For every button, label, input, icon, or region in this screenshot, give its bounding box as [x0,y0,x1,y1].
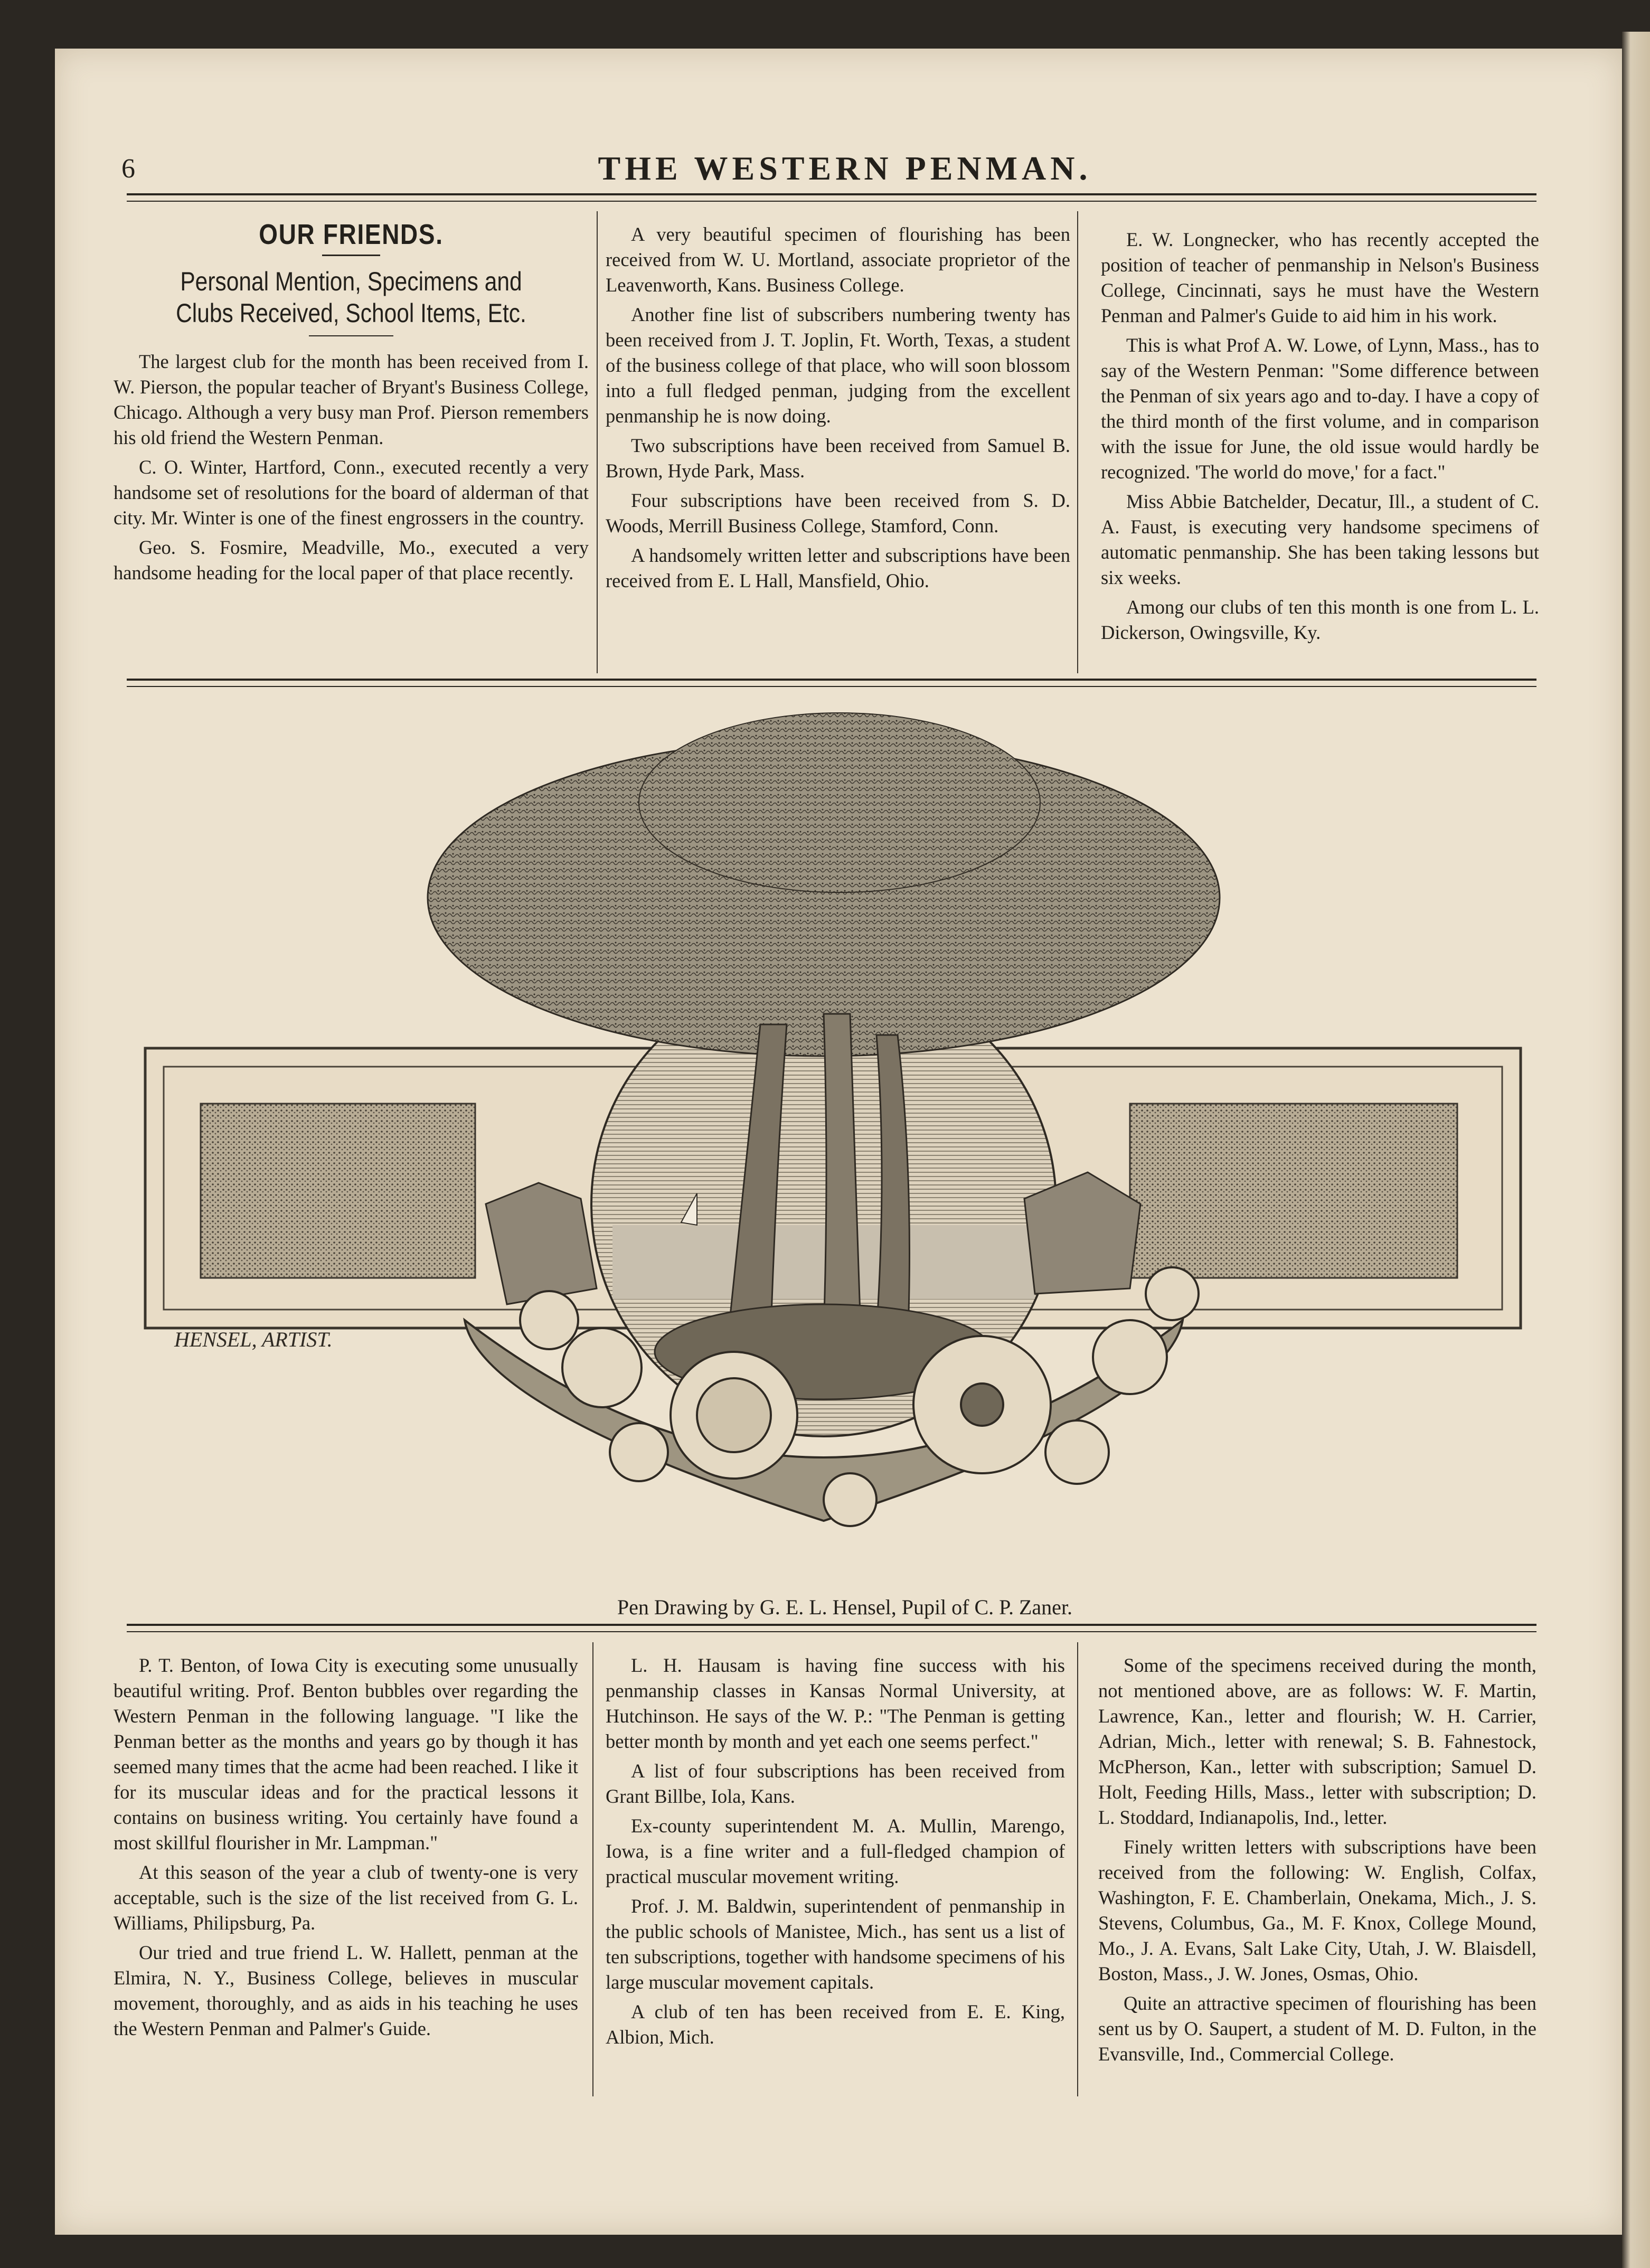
page-number: 6 [121,154,135,184]
top-col3-paragraphs [1101,227,1539,645]
bottom-section-rule-thick [127,1624,1536,1626]
top-section-rule-thin [127,686,1536,687]
top-column-divider-2 [1077,211,1078,673]
illustration-caption: Pen Drawing by G. E. L. Hensel, Pupil of C. P. Zaner. [617,1595,1073,1619]
paragraph: This is what Prof A. W. Lowe, of Lynn, Mass., has to say of the Western Penman: "Some difference between the Penman of six years ago and to-day. I have a copy of the third month of the first volume, and in comparison with the issue for June, the old issue would hardly be recognized. 'The world do move,' for a fact." [1101,334,1539,483]
top-col2-paragraphs [606,222,1070,594]
top-column-1 [114,211,589,590]
top-col1-paragraphs [114,349,589,586]
section-heading: OUR FRIENDS. [259,219,444,250]
paragraph: P. T. Benton, of Iowa City is executing some unusually beautiful writing. Prof. Benton bubbles over regarding the Western Penman in the following language. "I like the Penman better as the months and years go by though it has seemed many times that the acme had been reached. I like it for its muscular ideas and for the practical lessons it contains on business writing. You certainly have found a most skillful flourisher in Mr. Lampman." [114,1654,578,1853]
section-subheading: Personal Mention, Specimens and Clubs Received, School Items, Etc. [176,267,526,328]
top-column-divider-1 [597,211,598,673]
bottom-column-1 [114,1653,578,2046]
sea [612,1225,1035,1299]
top-column-2 [606,222,1070,598]
paragraph: C. O. Winter, Hartford, Conn., executed recently a very handsome set of resolutions for the board of alderman of that city. Mr. Winter is one of the finest engrossers in the country. [114,456,589,529]
paragraph: A very beautiful specimen of flourishing has been received from W. U. Mortland, associate proprietor of the Leavenworth, Kans. Business College. [606,223,1070,296]
stipple-right [1130,1104,1457,1278]
masthead-rule-thin [127,201,1536,202]
rock-left [486,1183,597,1304]
paragraph: A club of ten has been received from E. E. King, Albion, Mich. [606,2001,1065,2048]
paragraph: L. H. Hausam is having fine success with his penmanship classes in Kansas Normal University, at Hutchinson. He says of the W. P.: "The Penman is getting better month by month and yet each one seems perfect." [606,1654,1065,1752]
heading-dash [322,255,380,256]
bottom-col2-paragraphs [606,1653,1065,2050]
masthead-title: THE WESTERN PENMAN. [598,149,1092,187]
bottom-column-divider-1 [592,1642,593,2096]
bottom-col3-paragraphs [1098,1653,1536,2067]
subheading-dash [309,335,393,336]
bottom-col1-paragraphs [114,1653,578,2041]
paragraph: Quite an attractive specimen of flourishing has been sent us by O. Saupert, a student of M. D. Fulton, in the Evansville, Ind., Commercial College. [1098,1992,1536,2065]
pen-drawing-illustration [137,697,1536,1595]
bottom-column-3 [1098,1653,1536,2071]
paragraph: Ex-county superintendent M. A. Mullin, Marengo, Iowa, is a fine writer and a full-fledged champion of practical muscular movement writing. [606,1815,1065,1887]
bottom-section-rule-thin [127,1631,1536,1632]
paragraph: At this season of the year a club of twenty-one is very acceptable, such is the size of the list received from G. L. Williams, Philipsburg, Pa. [114,1861,578,1934]
paragraph: Our tried and true friend L. W. Hallett, penman at the Elmira, N. Y., Business College, believes in muscular movement, thoroughly, and as aids in his teaching he uses the Western Penman and Palmer's Guide. [114,1942,578,2039]
masthead-rule-thick [127,193,1536,195]
bottom-column-divider-2 [1077,1642,1078,2096]
top-section-rule-thick [127,679,1536,681]
top-column-3 [1101,227,1539,650]
artist-signature: HENSEL, ARTIST. [174,1328,333,1351]
paragraph: Another fine list of subscribers numbering twenty has been received from J. T. Joplin, Ft. Worth, Texas, a student of the business college of that place, who will soon blossom into a full fledged penman, judging from the excellent penmanship he is now doing. [606,304,1070,427]
paragraph: E. W. Longnecker, who has recently accepted the position of teacher of penmanship in Nelson's Business College, Cincinnati, says he must have the Western Penman and Palmer's Guide to aid him in his work. [1101,229,1539,326]
paragraph: Four subscriptions have been received from S. D. Woods, Merrill Business College, Stamford, Conn. [606,490,1070,537]
next-page-edge [1622,32,1650,2268]
paragraph: Among our clubs of ten this month is one from L. L. Dickerson, Owingsville, Ky. [1101,596,1539,643]
paragraph: Some of the specimens received during the month, not mentioned above, are as follows: W. F. Martin, Lawrence, Kan., letter and flourish; W. H. Carrier, Adrian, Mich., letter with renewal; S. B. Fahnestock, McPherson, Kan., letter with subscription; Samuel D. Holt, Feeding Hills, Mass., letter with subscription; D. L. Stoddard, Indianapolis, Ind., letter. [1098,1654,1536,1828]
paragraph: A handsomely written letter and subscriptions have been received from E. L Hall, Mansfield, Ohio. [606,544,1070,591]
paragraph: Finely written letters with subscriptions have been received from the following: W. English, Colfax, Washington, F. E. Chamberlain, Onekama, Mich., J. S. Stevens, Columbus, Ga., M. F. Knox, College Mound, Mo., J. A. Evans, Salt Lake City, Utah, J. W. Blaisdell, Boston, Mass., J. W. Jones, Osmas, Ohio. [1098,1836,1536,1984]
paragraph: Two subscriptions have been received from Samuel B. Brown, Hyde Park, Mass. [606,435,1070,482]
paragraph: Prof. J. M. Baldwin, superintendent of penmanship in the public schools of Manistee, Mich., has sent us a list of ten subscriptions, together with handsome specimens of his large muscular movement capitals. [606,1895,1065,1993]
paragraph: A list of four subscriptions has been received from Grant Billbe, Iola, Kans. [606,1760,1065,1807]
tree-canopy-top [639,713,1040,892]
paragraph: The largest club for the month has been received from I. W. Pierson, the popular teacher of Bryant's Business College, Chicago. Although a very busy man Prof. Pierson remembers his old friend the Western Penman. [114,351,589,448]
paragraph: Geo. S. Fosmire, Meadville, Mo., executed a very handsome heading for the local paper of that place recently. [114,537,589,584]
bottom-column-2 [606,1653,1065,2054]
stipple-left [201,1104,475,1278]
paragraph: Miss Abbie Batchelder, Decatur, Ill., a student of C. A. Faust, is executing very handsome specimens of automatic penmanship. She has been taking lessons but six weeks. [1101,491,1539,588]
